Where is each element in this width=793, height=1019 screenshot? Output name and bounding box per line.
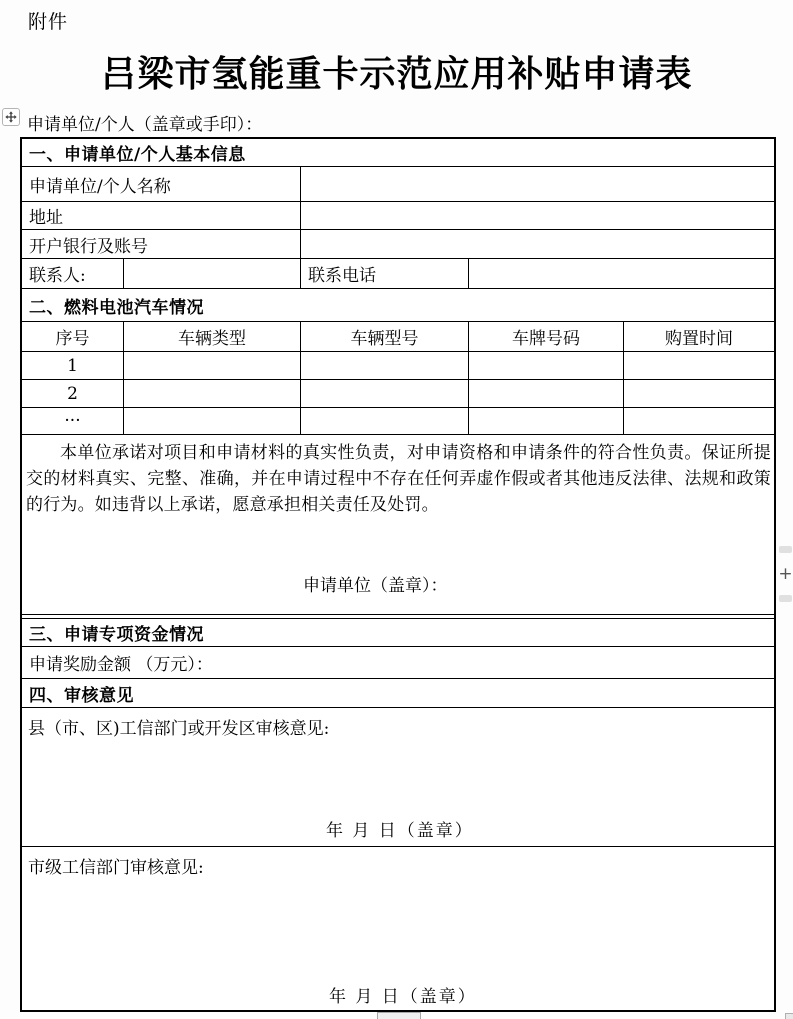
table-row	[22, 259, 774, 289]
address-label: 地址	[22, 202, 301, 229]
scroll-bar-top	[779, 546, 792, 553]
vehicle-row-1	[22, 352, 774, 380]
vehicle-row-index: ···	[22, 408, 124, 434]
commitment-text: 本单位承诺对项目和申请材料的真实性负责，对申请资格和申请条件的符合性负责。保证所提交的材料真实、完整、准确，并在申请过程中不存在任何弄虚作假或者其他违反法律、法规和政策的行为。如违背以上承诺，愿意承担相关责任及处罚。	[26, 443, 771, 515]
attachment-label: 附件	[28, 11, 69, 33]
column-header-purchase-date: 购置时间	[665, 329, 733, 349]
column-header-plate-number: 车牌号码	[469, 322, 624, 351]
county-review-label: 县（市、区)工信部门或开发区审核意见:	[28, 719, 330, 739]
four-way-arrow-icon	[5, 111, 17, 123]
purchase-date-field[interactable]	[624, 380, 774, 407]
applicant-name-field[interactable]	[301, 167, 774, 201]
table-move-handle-icon[interactable]	[2, 108, 20, 126]
next-page-table-stub	[377, 1012, 421, 1019]
application-form-table	[20, 137, 776, 1012]
vehicle-table-header-row	[22, 322, 774, 352]
county-review-date-line: 年 月 日（盖章）	[326, 821, 474, 841]
contact-person-field[interactable]	[124, 259, 301, 288]
plate-number-field[interactable]	[469, 408, 624, 434]
scroll-bar-bottom	[779, 595, 792, 602]
vehicle-row-index: 1	[22, 352, 124, 379]
vehicle-model-field[interactable]	[301, 352, 469, 379]
purchase-date-field[interactable]	[624, 408, 774, 434]
section-basic-info-header: 一、申请单位/个人基本信息	[22, 139, 774, 167]
plate-number-field[interactable]	[469, 380, 624, 407]
reward-amount-label: 申请奖励金额 （万元）：	[29, 655, 213, 675]
city-review-date-line: 年 月 日（盖章）	[329, 987, 477, 1007]
commitment-cell	[22, 435, 774, 615]
contact-phone-field[interactable]	[469, 259, 774, 288]
applicant-seal-line: 申请单位/个人（盖章或手印）：	[27, 115, 263, 135]
vehicle-type-field[interactable]	[124, 380, 301, 407]
section-funds-header: 三、申请专项资金情况	[22, 619, 774, 647]
vehicle-row-ellipsis	[22, 408, 774, 435]
scroll-plus-button[interactable]	[778, 546, 793, 602]
form-title: 吕梁市氢能重卡示范应用补贴申请表	[100, 53, 693, 95]
plate-number-field[interactable]	[469, 352, 624, 379]
address-field[interactable]	[301, 202, 774, 229]
vehicle-row-2	[22, 380, 774, 408]
commitment-seal-line: 申请单位（盖章）：	[303, 576, 448, 596]
bank-account-label: 开户银行及账号	[22, 230, 301, 258]
table-row	[22, 167, 774, 202]
table-row	[22, 230, 774, 259]
county-review-cell[interactable]	[22, 708, 774, 847]
vehicle-type-field[interactable]	[124, 352, 301, 379]
plus-icon: +	[778, 564, 793, 584]
contact-person-label: 联系人:	[22, 259, 124, 288]
applicant-name-label: 申请单位/个人名称	[22, 167, 301, 201]
column-header-vehicle-type: 车辆类型	[124, 322, 301, 351]
table-row	[22, 202, 774, 230]
table-resize-corner-mark	[785, 1013, 793, 1019]
column-header-vehicle-model: 车辆型号	[301, 322, 469, 351]
vehicle-row-index: 2	[22, 380, 124, 407]
city-review-label: 市级工信部门审核意见:	[28, 858, 204, 878]
bank-account-field[interactable]	[301, 230, 774, 258]
table-row	[22, 647, 774, 679]
vehicle-model-field[interactable]	[301, 380, 469, 407]
section-review-header: 四、审核意见	[22, 679, 774, 708]
column-header-index: 序号	[22, 322, 124, 351]
vehicle-model-field[interactable]	[301, 408, 469, 434]
section-vehicles-header: 二、燃料电池汽车情况	[22, 289, 774, 322]
city-review-cell[interactable]	[22, 847, 774, 1010]
contact-phone-label: 联系电话	[301, 259, 469, 288]
vehicle-type-field[interactable]	[124, 408, 301, 434]
purchase-date-field[interactable]	[624, 352, 774, 379]
